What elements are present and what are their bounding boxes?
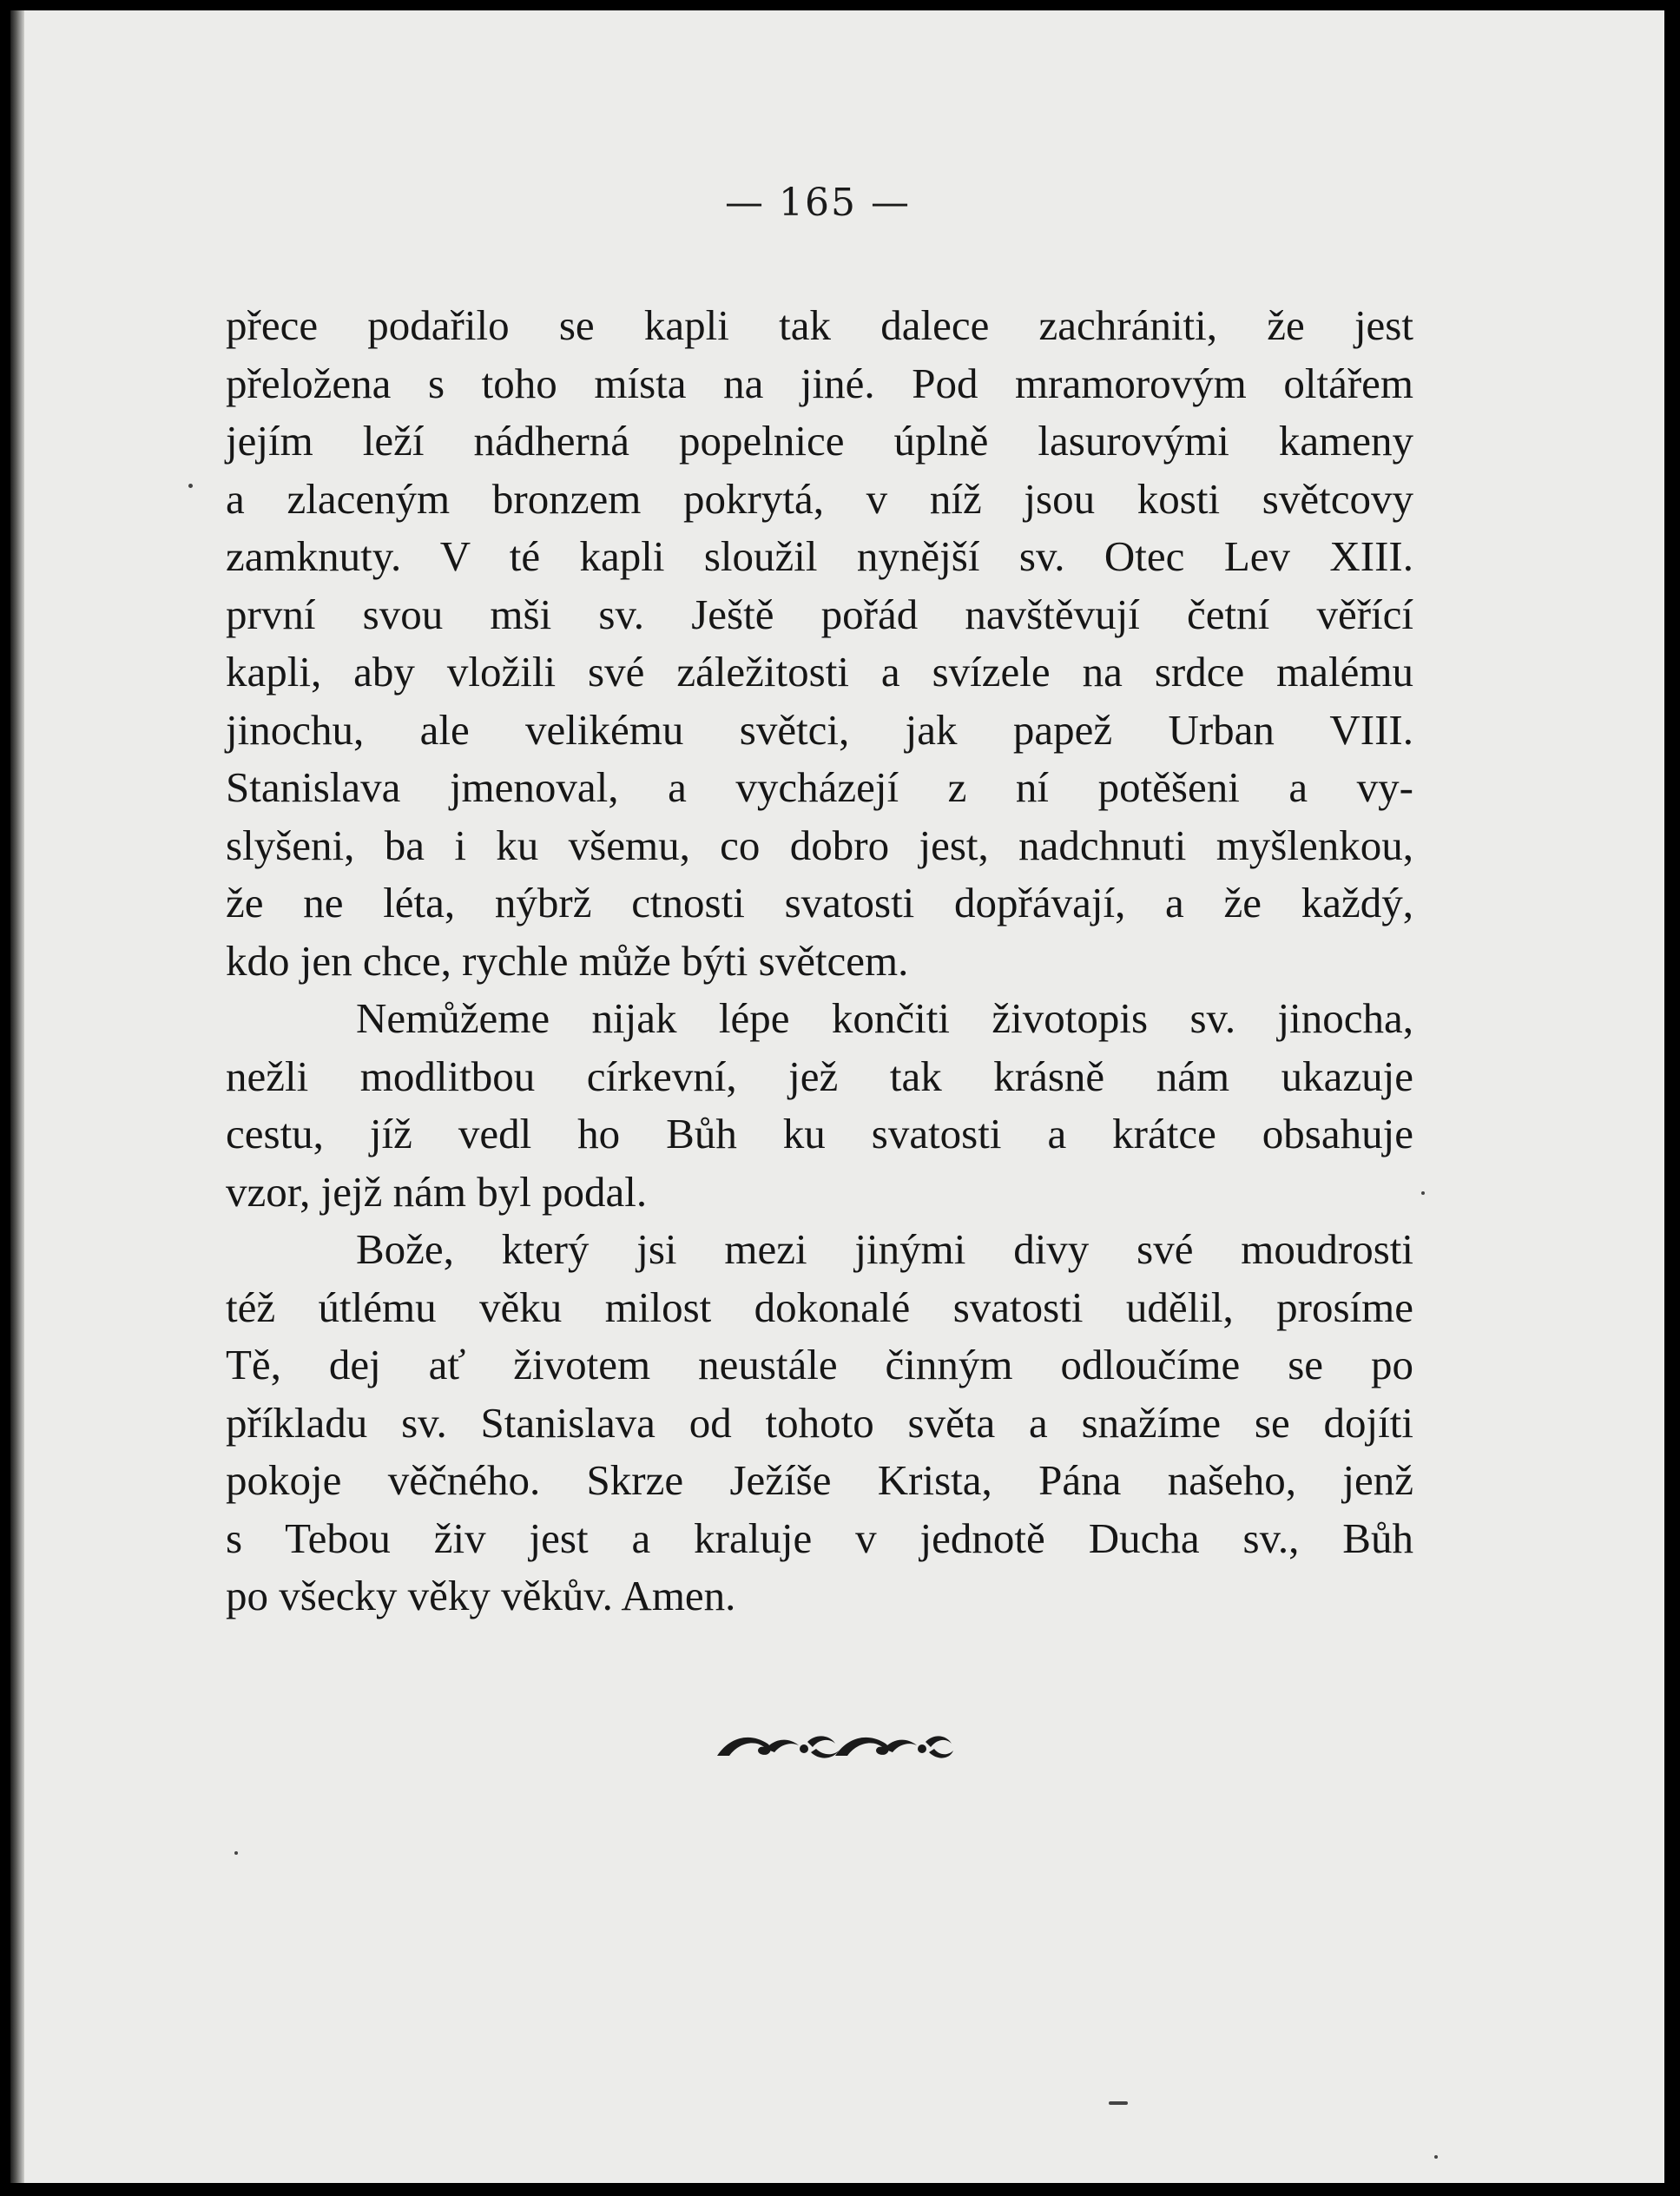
- text-line: příkladu sv. Stanislava od tohoto světa a snažíme se dojíti: [226, 1398, 1413, 1447]
- text-line: pokoje věčného. Skrze Ježíše Krista, Pána našeho, jenž: [226, 1456, 1413, 1504]
- text-line: jejím leží nádherná popelnice úplně lasurovými kameny: [226, 417, 1413, 465]
- text-line: po všecky věky věkův. Amen.: [226, 1572, 736, 1619]
- book-page: [10, 10, 1664, 2183]
- text-line: vzor, jejž nám byl podal.: [226, 1167, 648, 1216]
- text-line: kapli, aby vložili své záležitosti a svízele na srdce malému: [226, 648, 1413, 696]
- text-line: že ne léta, nýbrž ctnosti svatosti dopřávají, a že každý,: [226, 879, 1413, 927]
- flourish-ornament-icon: [714, 1723, 957, 1766]
- text-line: kdo jen chce, rychle může býti světcem.: [226, 936, 909, 985]
- text-line: Nemůžeme nijak lépe končiti životopis sv. jinocha,: [356, 994, 1413, 1042]
- paper-speck: [188, 484, 193, 488]
- text-line: a zlaceným bronzem pokrytá, v níž jsou kosti světcovy: [226, 474, 1413, 523]
- paper-speck: [234, 1851, 238, 1855]
- text-line: nežli modlitbou církevní, jež tak krásně nám ukazuje: [226, 1052, 1413, 1100]
- paper-speck: [1109, 2101, 1128, 2105]
- text-line: slyšeni, ba i ku všemu, co dobro jest, nadchnuti myšlenkou,: [226, 821, 1413, 869]
- page-number: — 165 —: [725, 181, 911, 225]
- text-line: s Tebou živ jest a kraluje v jednotě Ducha sv., Bůh: [226, 1513, 1413, 1562]
- body-text: [226, 297, 1413, 1626]
- text-line: první svou mši sv. Ještě pořád navštěvují četní věřící: [226, 590, 1413, 638]
- text-line: jinochu, ale velikému světci, jak papež Urban VIII.: [226, 705, 1413, 754]
- text-line: též útlému věku milost dokonalé svatosti udělil, prosíme: [226, 1283, 1413, 1331]
- text-line: přece podařilo se kapli tak dalece zachrániti, že jest: [226, 301, 1413, 349]
- paper-speck: [1421, 1191, 1425, 1195]
- paper-speck: [1434, 2155, 1438, 2159]
- text-line: přeložena s toho místa na jiné. Pod mramorovým oltářem: [226, 359, 1413, 407]
- text-line: zamknuty. V té kapli sloužil nynější sv. Otec Lev XIII.: [226, 532, 1413, 580]
- text-line: Tě, dej ať životem neustále činným odloučíme se po: [226, 1341, 1413, 1388]
- text-line: cestu, jíž vedl ho Bůh ku svatosti a krátce obsahuje: [226, 1110, 1413, 1157]
- text-line: Bože, který jsi mezi jinými divy své moudrosti: [356, 1225, 1413, 1273]
- text-line: Stanislava jmenoval, a vycházejí z ní potěšeni a vy-: [226, 763, 1413, 811]
- binding-edge: [10, 10, 24, 2183]
